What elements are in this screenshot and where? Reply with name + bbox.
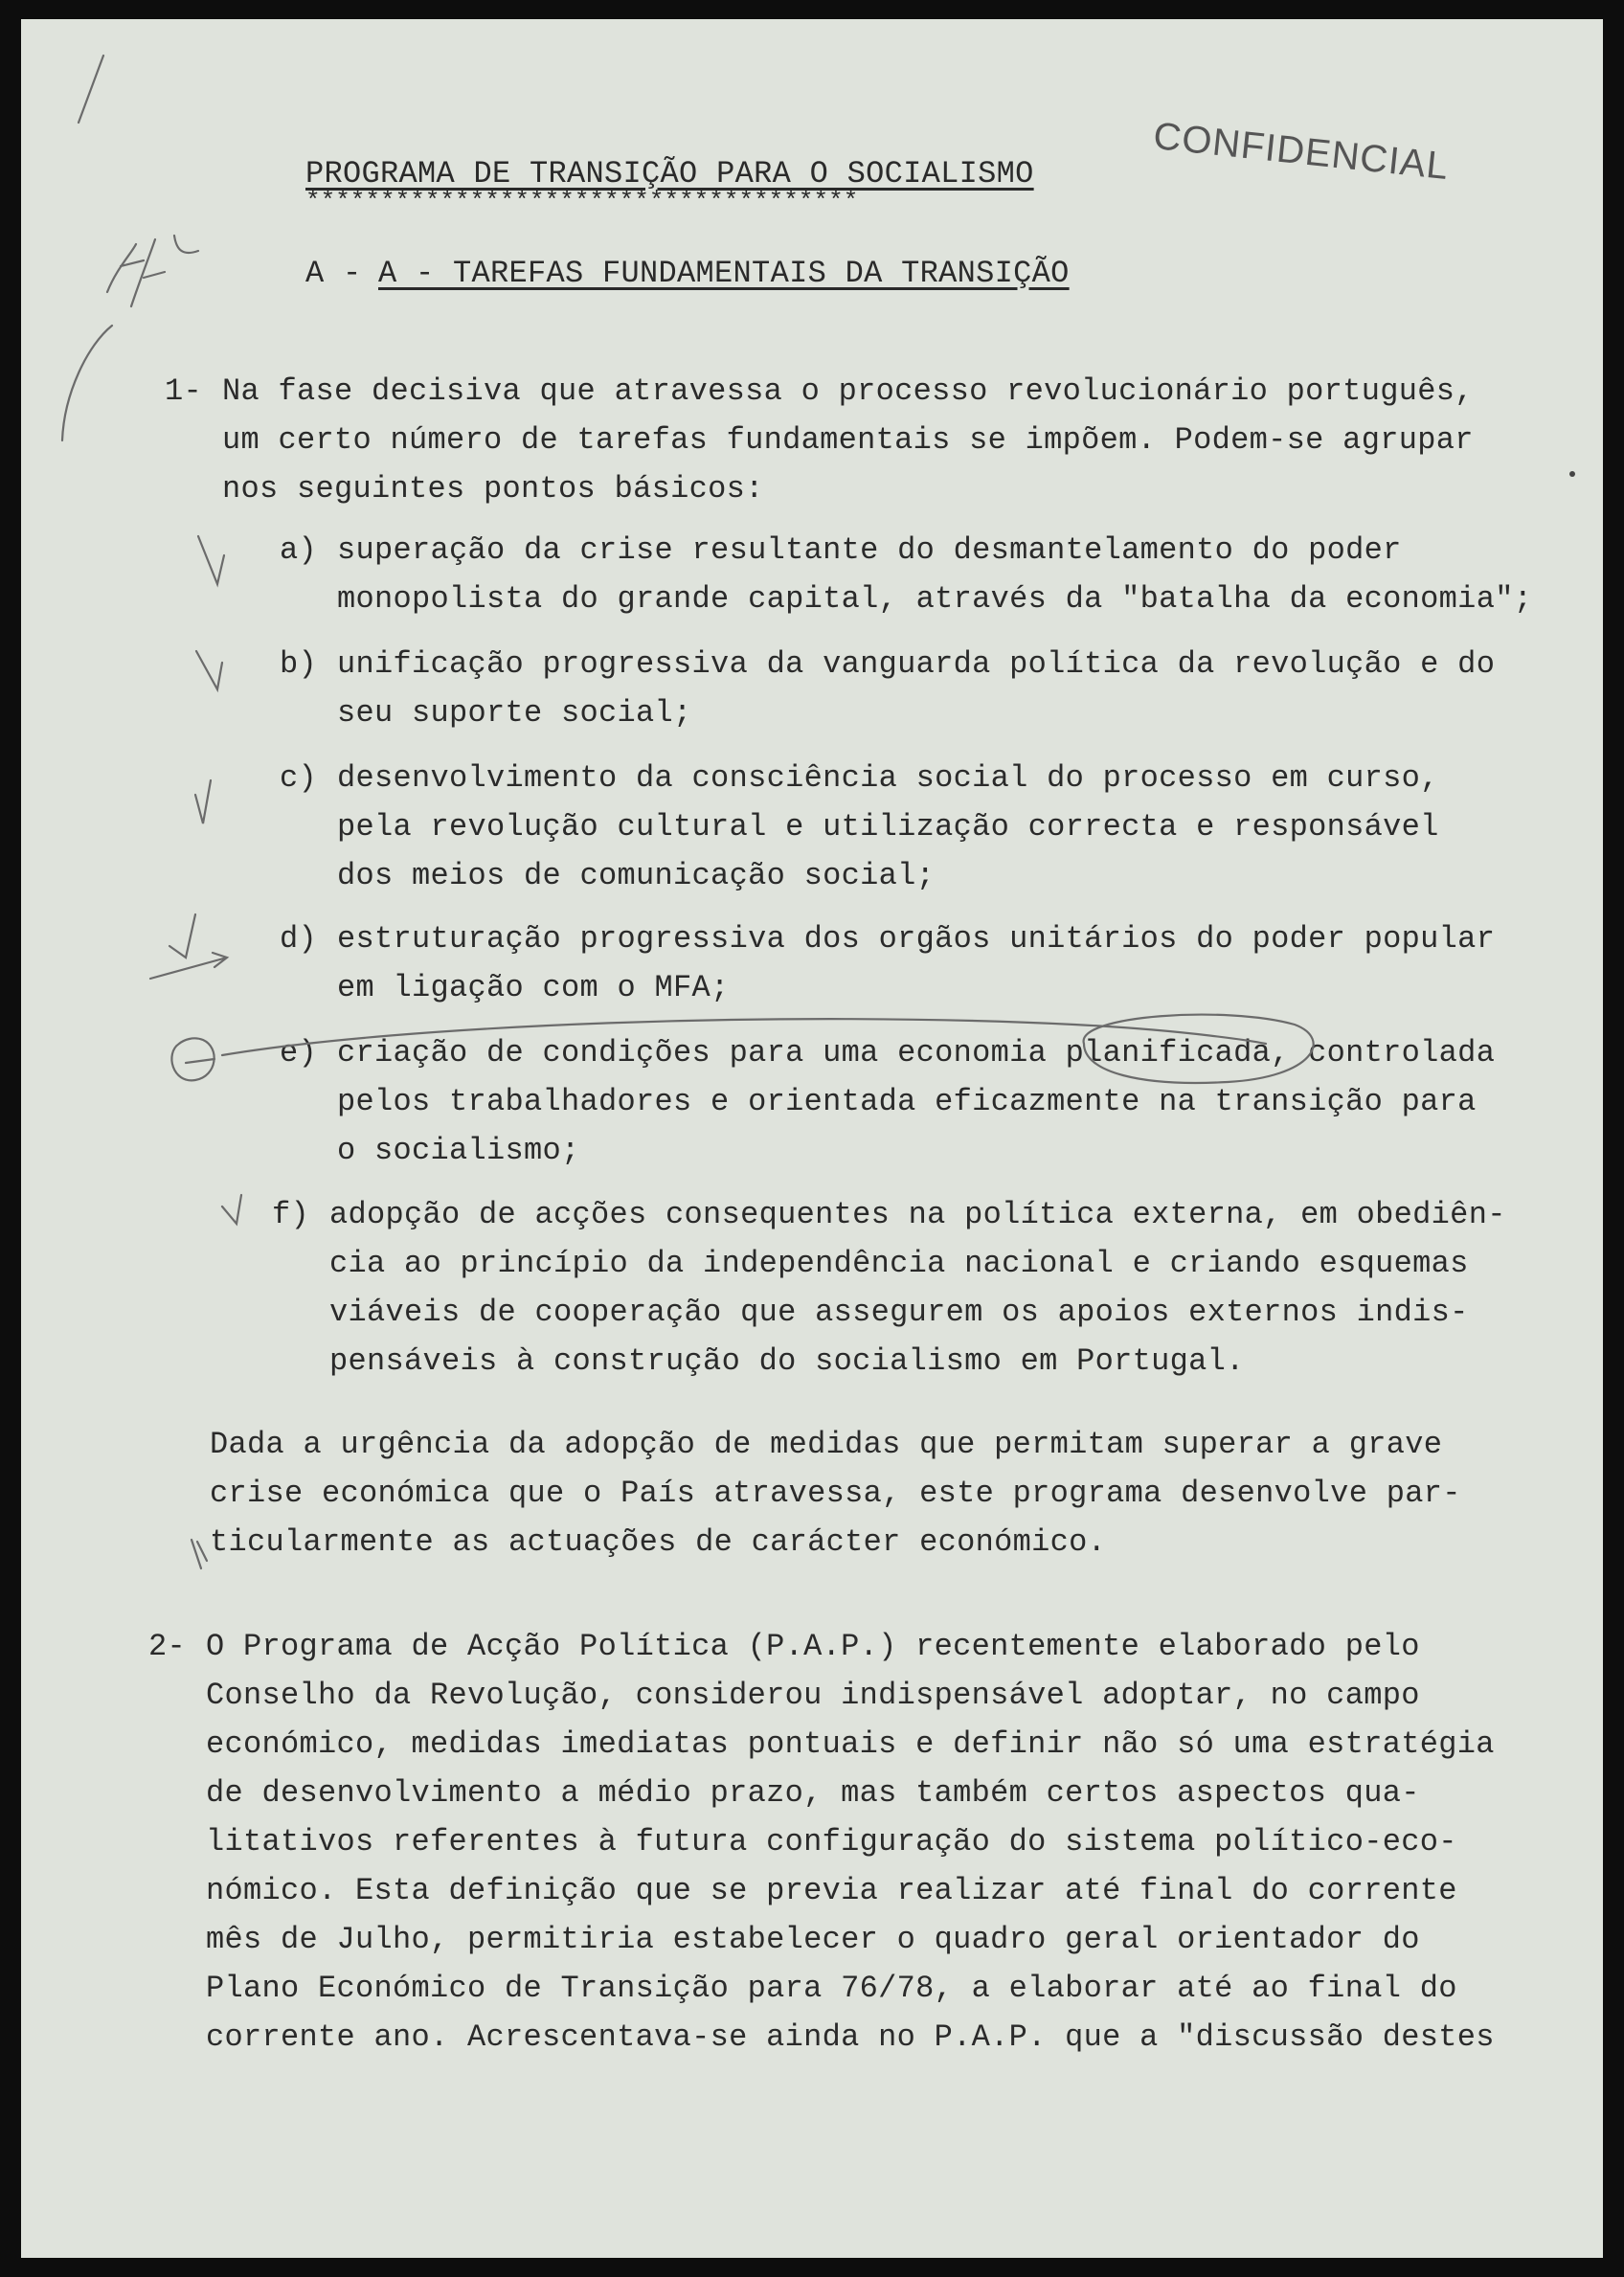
para2-line: económico, medidas imediatas pontuais e definir não só uma estratégia	[206, 1726, 1495, 1762]
para2-line: de desenvolvimento a médio prazo, mas também certos aspectos qua-	[206, 1775, 1420, 1811]
check-c-icon	[195, 780, 211, 823]
item-d-letter: d)	[280, 921, 318, 957]
check-d-icon	[169, 914, 195, 958]
item-c-letter: c)	[280, 760, 318, 796]
para2-line: mês de Julho, permitiria estabelecer o quadro geral orientador do	[206, 1922, 1420, 1957]
margin-tick-urgency	[192, 1540, 207, 1568]
item-d-line: em ligação com o MFA;	[337, 970, 730, 1005]
para2-line: corrente ano. Acrescentava-se ainda no P.A.P. que a "discussão destes	[206, 2019, 1495, 2055]
para2-line: Conselho da Revolução, considerou indispensável adoptar, no campo	[206, 1678, 1420, 1713]
section-a-heading: A - TAREFAS FUNDAMENTAIS DA TRANSIÇÃO	[378, 256, 1070, 291]
item-d-line: estruturação progressiva dos orgãos unitários do poder popular	[337, 921, 1496, 957]
para1-line: um certo número de tarefas fundamentais se impõem. Podem-se agrupar	[222, 422, 1474, 458]
item-f-line: pensáveis à construção do socialismo em Portugal.	[329, 1343, 1245, 1379]
title-asterisk-rule: *************************************	[305, 187, 859, 215]
ink-dot	[1569, 471, 1575, 477]
margin-bracket	[62, 326, 112, 440]
section-a-letter: A -	[305, 256, 362, 291]
para2-number: 2-	[148, 1629, 187, 1664]
item-e-line: pelos trabalhadores e orientada eficazmente na transição para	[337, 1084, 1477, 1119]
item-b-letter: b)	[280, 646, 318, 682]
document-page	[21, 19, 1603, 2258]
para1-number: 1-	[165, 373, 203, 409]
item-e-line: criação de condições para uma economia planificada, controlada	[337, 1035, 1496, 1071]
confidential-stamp: CONFIDENCIAL	[1151, 115, 1452, 189]
check-f-icon	[222, 1195, 241, 1224]
circle-planificada	[1084, 1015, 1314, 1083]
item-f-letter: f)	[272, 1197, 310, 1232]
urgency-line: Dada a urgência da adopção de medidas que permitam superar a grave	[210, 1427, 1443, 1462]
item-e-letter: e)	[280, 1035, 318, 1071]
para2-line: nómico. Esta definição que se previa realizar até final do corrente	[206, 1873, 1457, 1908]
initials-mark	[107, 236, 198, 306]
urgency-line: ticularmente as actuações de carácter económico.	[210, 1524, 1107, 1560]
item-f-line: viáveis de cooperação que assegurem os apoios externos indis-	[329, 1295, 1469, 1330]
item-a-letter: a)	[280, 532, 318, 568]
item-c-line: desenvolvimento da consciência social do processo em curso,	[337, 760, 1439, 796]
document-title: PROGRAMA DE TRANSIÇÃO PARA O SOCIALISMO	[305, 156, 1034, 192]
para2-line: Plano Económico de Transição para 76/78, a elaborar até ao final do	[206, 1971, 1457, 2006]
para1-line: nos seguintes pontos básicos:	[222, 471, 764, 507]
check-a-icon	[198, 536, 224, 584]
item-c-line: dos meios de comunicação social;	[337, 858, 936, 893]
arrow-d-icon	[150, 953, 227, 979]
check-b-icon	[196, 651, 222, 689]
para1-line: Na fase decisiva que atravessa o processo revolucionário português,	[222, 373, 1474, 409]
item-c-line: pela revolução cultural e utilização correcta e responsável	[337, 809, 1439, 845]
item-b-line: unificação progressiva da vanguarda política da revolução e do	[337, 646, 1496, 682]
para2-line: litativos referentes à futura configuração do sistema político-eco-	[206, 1824, 1457, 1860]
item-a-line: monopolista do grande capital, através da "batalha da economia";	[337, 581, 1533, 617]
item-f-line: cia ao princípio da independência nacional e criando esquemas	[329, 1246, 1469, 1281]
item-a-line: superação da crise resultante do desmantelamento do poder	[337, 532, 1402, 568]
pencil-annotations	[21, 19, 1603, 2258]
corner-slash-mark	[79, 56, 103, 123]
circled-mark-e-icon	[171, 1038, 214, 1080]
para2-line: O Programa de Acção Política (P.A.P.) recentemente elaborado pelo	[206, 1629, 1420, 1664]
item-f-line: adopção de acções consequentes na política externa, em obediên-	[329, 1197, 1506, 1232]
urgency-line: crise económica que o País atravessa, este programa desenvolve par-	[210, 1476, 1461, 1511]
item-e-line: o socialismo;	[337, 1133, 580, 1168]
item-b-line: seu suporte social;	[337, 695, 692, 731]
